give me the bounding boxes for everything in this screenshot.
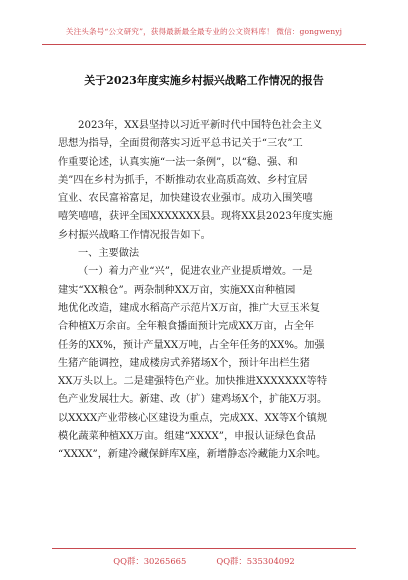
footer-divider <box>52 548 356 549</box>
paragraph-line: 思想为指导，全面贯彻落实习近平总书记关于“三农”工 <box>58 138 303 150</box>
footer-qq-group-2: QQ群：535304092 <box>216 556 295 566</box>
document-body <box>58 117 358 465</box>
header-banner: 关注头条号“公文研究”，获得最新最全最专业的公文资料库！ 微信：gongwenyj <box>65 27 343 36</box>
paragraph-line: 模化蔬菜种植XX万亩。组建“XXXX”，申报认证绿色食品 <box>58 431 316 443</box>
paragraph-line: XX万头以上。二是建强特色产业。加快推进XXXXXXX等特 <box>58 376 328 388</box>
header-divider <box>42 44 366 45</box>
paragraph-line: 乡村振兴战略工作情况报告如下。 <box>58 229 211 241</box>
section-heading: 一、主要做法 <box>78 248 140 260</box>
paragraph-line: 建实“XX粮仓”。两杂制种XX万亩，实施XX亩种植园 <box>58 284 296 296</box>
paragraph-line: （一）着力产业“兴”，促进农业产业提质增效。一是 <box>78 266 313 278</box>
paragraph-line: 色产业发展壮大。新建、改（扩）建鸡场X个，扩能X万羽。 <box>58 394 328 406</box>
document-title: 关于2023年度实施乡村振兴战略工作情况的报告 <box>84 74 324 87</box>
paragraph-line: 合种植X万余亩。全年粮食播面预计完成XX万亩，占全年 <box>58 321 315 333</box>
paragraph-line: 以XXXX产业带核心区建设为重点，完成XX、XX等X个镇规 <box>58 412 328 424</box>
paragraph-line: 2023年，XX县坚持以习近平新时代中国特色社会主义 <box>78 120 323 131</box>
paragraph-line: 作重要论述，认真实施“一法一条例”，以“稳、强、和 <box>58 156 298 168</box>
paragraph-line: 地优化改造，建成水稻高产示范片X万亩，推广大豆玉米复 <box>58 302 320 314</box>
footer-qq-group-1: QQ群：30265665 <box>113 556 187 566</box>
paragraph-line: 生猪产能调控，建成楼房式养猪场X个，预计年出栏生猪 <box>58 357 310 369</box>
paragraph-line: 嘻笑嘻嘻，获评全国XXXXXXX县。现将XX县2023年度实施 <box>58 211 333 223</box>
paragraph-line: 宜业、农民富裕富足，加快建设农业强市。成功入围笑嘻 <box>58 193 313 205</box>
paragraph-line: 美”四在乡村为抓手，不断推动农业高质高效、乡村宜居 <box>58 174 308 186</box>
paragraph-line: “XXXX”，新建冷藏保鲜库X座，新增静态冷藏能力X余吨。 <box>58 449 327 461</box>
paragraph-line: 任务的XX%，预计产量XX万吨，占全年任务的XX%。加强 <box>58 339 325 351</box>
footer <box>0 555 408 567</box>
